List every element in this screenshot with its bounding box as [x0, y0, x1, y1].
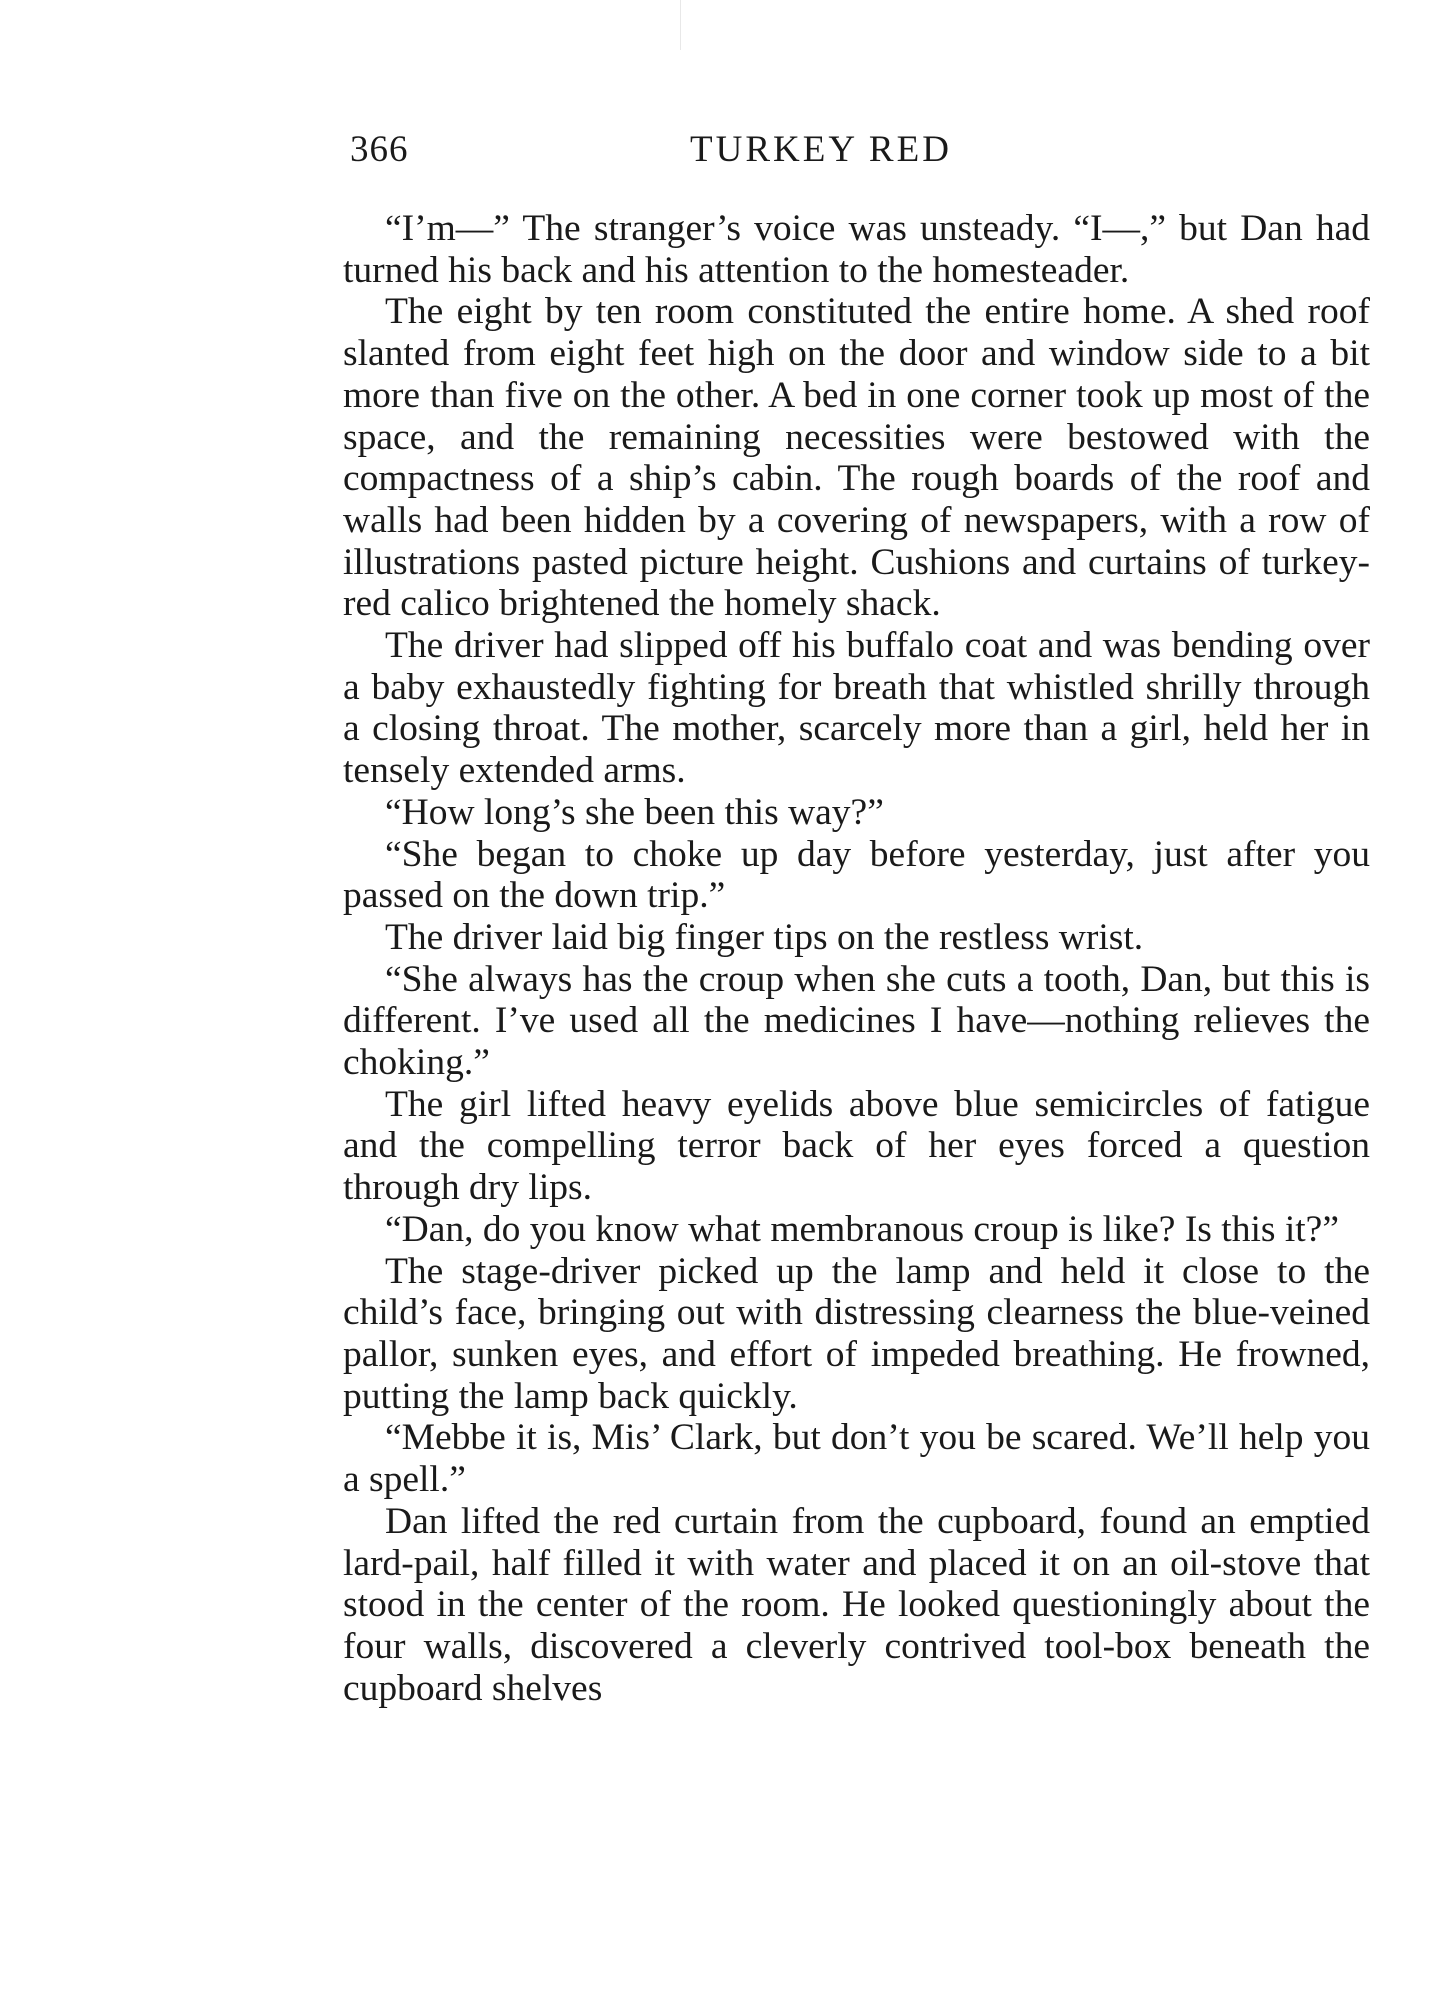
paragraph: The driver laid big finger tips on the restless wrist. [385, 916, 1144, 958]
paragraph: “I’m—” The stranger’s voice was unsteady. “I—,” but Dan had turned his back and his attention to the homesteader. [343, 208, 1370, 291]
paragraph: The eight by ten room constituted the entire home. A shed roof slanted from eight feet high on the door and window side to a bit more than five on the other. A bed in one corner took up most of the space, and the remaining necessities were bestowed with the compactness of a ship’s cabin. The rough boards of the roof and walls had been hidden by a covering of newspapers, with a row of illustrations pasted picture height. Cushions and curtains of turkey-red calico brightened the homely shack. [343, 291, 1370, 625]
paragraph: The girl lifted heavy eyelids above blue semicircles of fatigue and the compelling terror back of her eyes forced a question through dry lips. [343, 1083, 1370, 1209]
paragraph: “Mebbe it is, Mis’ Clark, but don’t you be scared. We’ll help you a spell.” [343, 1417, 1370, 1501]
paragraph: The stage-driver picked up the lamp and held it close to the child’s face, bringing out with distressing clearness the blue-veined pallor, sunken eyes, and effort of impeded breathing. He frowned, putting the lamp back quickly. [343, 1250, 1370, 1417]
paragraph: Dan lifted the red curtain from the cupboard, found an emptied lard-pail, half filled it with water and placed it on an oil-stove that stood in the center of the room. He looked questioningly about the four walls, discovered a cleverly contrived tool-box beneath the cupboard shelves [343, 1500, 1370, 1709]
body-text [343, 208, 1370, 1709]
page-header [350, 128, 1350, 176]
paragraph: “She began to choke up day before yesterday, just after you passed on the down trip.” [343, 833, 1370, 917]
running-title: TURKEY RED [690, 129, 952, 170]
paragraph: “How long’s she been this way?” [385, 791, 884, 833]
page-number: 366 [350, 129, 409, 170]
paragraph: “Dan, do you know what membranous croup is like? Is this it?” [385, 1208, 1339, 1250]
scan-artifact [680, 0, 681, 50]
paragraph: “She always has the croup when she cuts a tooth, Dan, but this is different. I’ve used all the medicines I have—nothing relieves the choking.” [343, 958, 1370, 1084]
paragraph: The driver had slipped off his buffalo coat and was bending over a baby exhaustedly fighting for breath that whistled shrilly through a closing throat. The mother, scarcely more than a girl, held her in tensely extended arms. [343, 625, 1370, 792]
